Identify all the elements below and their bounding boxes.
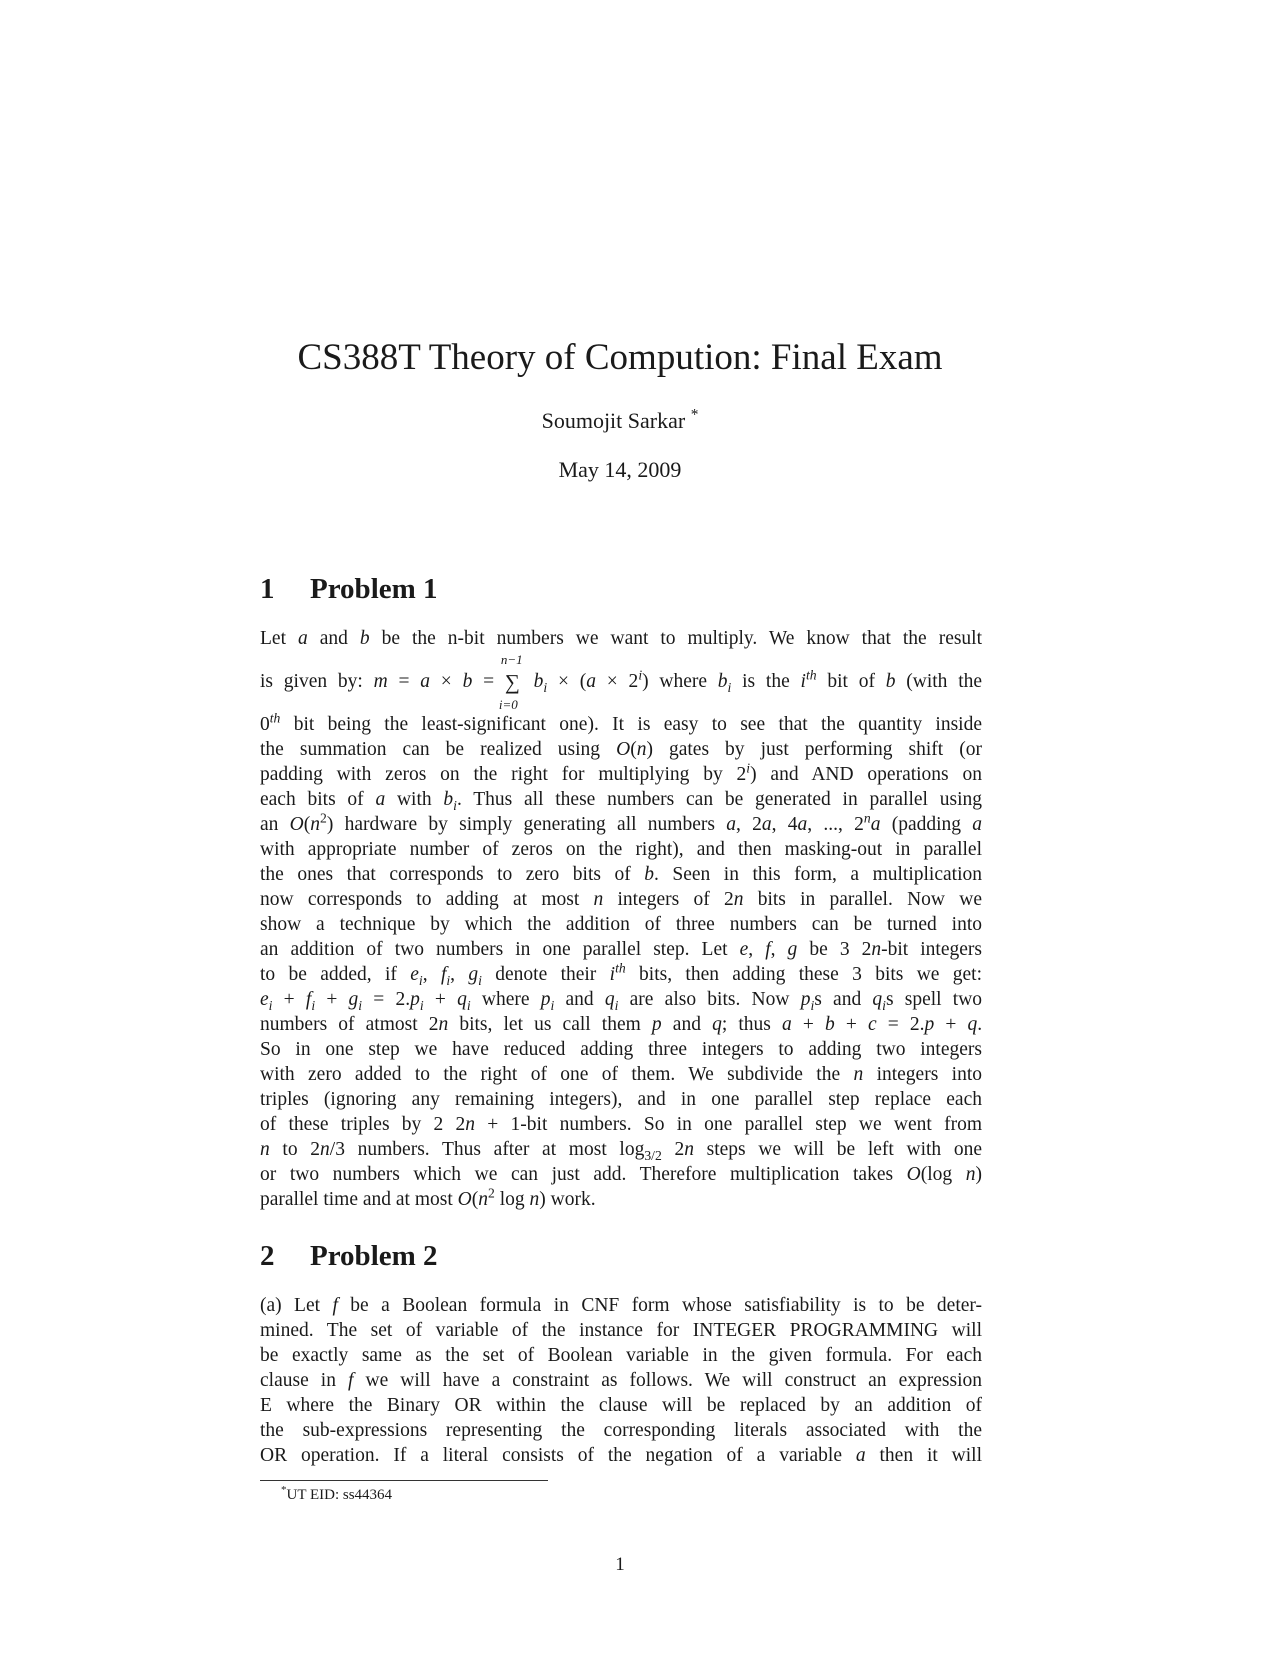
- text-line: triples (ignoring any remaining integers), and in one parallel step replace each: [260, 1089, 982, 1110]
- section-1-number: 1: [260, 573, 275, 605]
- footnote-mark: *: [281, 1484, 287, 1496]
- text-line: the sub-expressions representing the corresponding literals associated with the: [260, 1420, 982, 1441]
- text-line: n to 2n/3 numbers. Thus after at most $\log_{3/2} 2n$ steps we will be left with one: [260, 1139, 983, 1163]
- summation-symbol: n−1 ∑ i=0: [498, 652, 523, 713]
- paper-date: May 14, 2009: [558, 457, 682, 482]
- text-line: or two numbers which we can just add. Therefore multiplication takes O(log n): [260, 1164, 982, 1185]
- footnote-rule: [260, 1480, 548, 1481]
- text-line: numbers of atmost 2n bits, let us call them p and q; thus a + b + c = 2.p + q.: [260, 1014, 983, 1035]
- text-line: $e_i + f_i + g_i = 2.p_i + q_i$ where $p_i$ and $q_i$ are also bits. Now $p_is$ and $q_is$ spell two: [260, 989, 983, 1013]
- footnote: [281, 1484, 393, 1504]
- text-line: the summation can be realized using O(n) gates by just performing shift (or: [260, 739, 982, 760]
- text-line: each bits of a with $b_i$. Thus all these numbers can be generated in parallel using: [260, 789, 982, 813]
- text-line: an $O(n^2)$ hardware by simply generating all numbers a, 2a, 4a, ..., 2$^n$a (padding a: [260, 810, 983, 835]
- text-line: with appropriate number of zeros on the right), and then masking-out in parallel: [260, 839, 982, 860]
- footnote-text: UT EID: ss44364: [286, 1487, 393, 1503]
- section-2-number: 2: [260, 1240, 275, 1272]
- text-line: clause in f we will have a constraint as follows. We will construct an expression: [260, 1370, 982, 1391]
- page-number: 1: [615, 1554, 625, 1575]
- text-line: Let a and b be the n-bit numbers we want to multiply. We know that the result: [260, 628, 983, 649]
- text-line: mined. The set of variable of the instance for INTEGER PROGRAMMING will: [260, 1320, 982, 1341]
- text-line: be exactly same as the set of Boolean variable in the given formula. For each: [260, 1345, 982, 1366]
- text-line: is given by: m = a × b = n−1 ∑ i=0 $b_i \times (a \times 2^i)$ where $b_i$ is the $i^{th}$ bit of b (with the: [260, 652, 983, 713]
- section-1-heading: [260, 573, 438, 606]
- text-line: (a) Let f be a Boolean formula in CNF form whose satisfiability is to be deter-: [260, 1295, 982, 1316]
- author-footnote-mark: *: [690, 406, 699, 424]
- author-name: Soumojit Sarkar: [541, 408, 686, 433]
- author-line: [0, 408, 1240, 434]
- section-2-title: Problem 2: [310, 1240, 438, 1272]
- text-line: OR operation. If a literal consists of the negation of a variable a then it will: [260, 1445, 982, 1466]
- text-line: padding with zeros on the right for multiplying by 2$^i$) and AND operations on: [260, 760, 982, 785]
- text-line: show a technique by which the addition of three numbers can be turned into: [260, 914, 982, 935]
- text-line: E where the Binary OR within the clause will be replaced by an addition of: [260, 1395, 982, 1416]
- text-line: with zero added to the right of one of them. We subdivide the n integers into: [260, 1064, 982, 1085]
- text-line: to be added, if $e_i$, $f_i$, $g_i$ denote their $i^{th}$ bits, then adding these 3 bits we get:: [260, 960, 983, 988]
- problem-1-body: [260, 626, 982, 1212]
- section-1-title: Problem 1: [310, 573, 438, 605]
- text-line: the ones that corresponds to zero bits of b. Seen in this form, a multiplication: [260, 864, 982, 885]
- section-2-heading: [260, 1240, 438, 1273]
- problem-2-body: [260, 1293, 982, 1468]
- text-line: of these triples by 2 2n + 1-bit numbers. So in one parallel step we went from: [260, 1114, 982, 1135]
- text-line: an addition of two numbers in one parallel step. Let e, f, g be 3 2n-bit integers: [260, 939, 982, 960]
- text-line: So in one step we have reduced adding three integers to adding two integers: [260, 1039, 982, 1060]
- paper-title: CS388T Theory of Compution: Final Exam: [297, 337, 943, 378]
- text-line: now corresponds to adding at most n integers of 2n bits in parallel. Now we: [260, 889, 982, 910]
- text-line: parallel time and at most $O(n^2$ log n) work.: [260, 1185, 596, 1210]
- text-line: 0th bit being the least-significant one). It is easy to see that the quantity inside: [260, 710, 982, 735]
